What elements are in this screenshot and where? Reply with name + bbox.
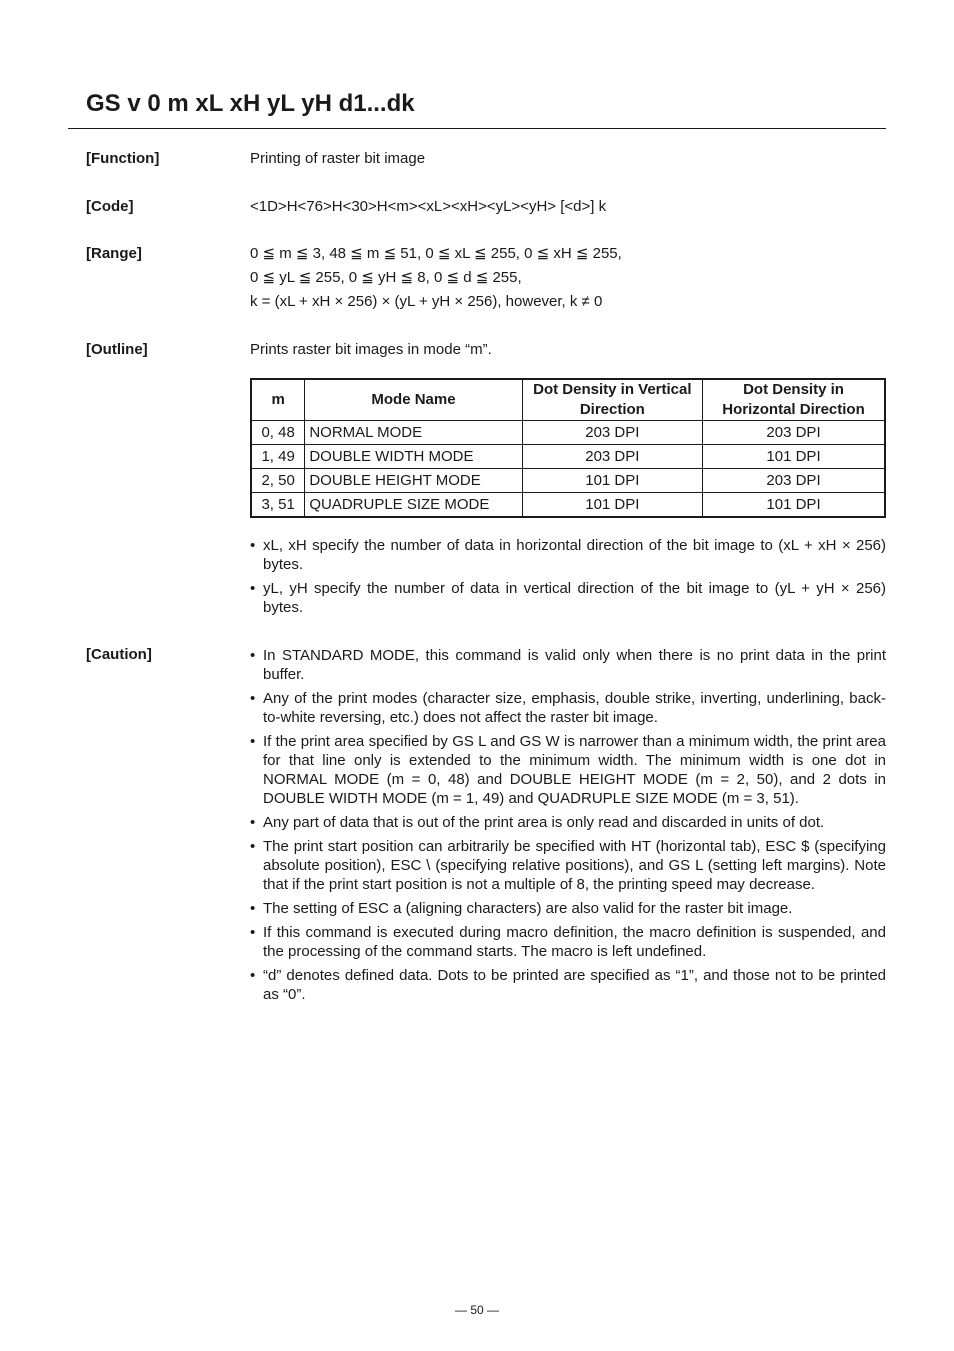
cell-mode-name: NORMAL MODE xyxy=(305,421,522,445)
table-header-row xyxy=(251,379,885,421)
code-text: <1D>H<76>H<30>H<m><xL><xH><yL><yH> [<d>] k xyxy=(250,198,607,215)
bullet-icon: • xyxy=(250,838,256,855)
caution-label: [Caution] xyxy=(86,646,152,663)
header-m: m xyxy=(251,379,305,421)
list-item: • Any of the print modes (character size, emphasis, double strike, inverting, underlining, back-to-white reversing, etc.) does not affect the raster bit image. xyxy=(250,690,886,726)
function-text: Printing of raster bit image xyxy=(250,150,426,167)
page-number: — 50 — xyxy=(454,1303,499,1317)
bullet-icon: • xyxy=(250,647,256,664)
range-line: k = (xL + xH × 256) × (yL + yH × 256), however, k ≠ 0 xyxy=(250,293,603,310)
page-title: GS v 0 m xL xH yL yH d1...dk xyxy=(86,90,415,117)
bullet-icon: • xyxy=(250,967,256,984)
cell-m: 0, 48 xyxy=(251,421,305,445)
bullet-icon: • xyxy=(250,814,256,831)
table-row xyxy=(251,421,885,445)
cell-m: 1, 49 xyxy=(251,445,305,469)
code-label: [Code] xyxy=(86,198,134,215)
bullet-icon: • xyxy=(250,580,256,597)
outline-bullet-list xyxy=(250,536,886,622)
list-item: • If the print area specified by GS L and GS W is narrower than a minimum width, the print area for that line only is extended to the minimum width. The minimum width is one dot in NORMAL MODE (m = 0, 48) and DOUBLE HEIGHT MODE (m = 2, 50), and 2 dots in DOUBLE WIDTH MODE (m = 1, 49) and QUADRUPLE SIZE MODE (m = 3, 51). xyxy=(250,733,886,807)
list-item: • yL, yH specify the number of data in vertical direction of the bit image to (yL + yH × 256) bytes. xyxy=(250,580,886,616)
list-item: • “d” denotes defined data. Dots to be printed are specified as “1”, and those not to be printed as “0”. xyxy=(250,967,886,1003)
bullet-icon: • xyxy=(250,733,256,750)
cell-vertical-density: 203 DPI xyxy=(522,421,702,445)
bullet-icon: • xyxy=(250,900,256,917)
cell-vertical-density: 101 DPI xyxy=(522,469,702,493)
cell-mode-name: QUADRUPLE SIZE MODE xyxy=(305,493,522,518)
mode-table xyxy=(250,378,886,518)
range-line: 0 ≦ m ≦ 3, 48 ≦ m ≦ 51, 0 ≦ xL ≦ 255, 0 ≦ xH ≦ 255, xyxy=(250,245,622,262)
table-row xyxy=(251,493,885,518)
outline-label: [Outline] xyxy=(86,341,148,358)
header-vertical-density: Dot Density in Vertical Direction xyxy=(522,379,702,421)
cell-horizontal-density: 101 DPI xyxy=(703,445,885,469)
header-mode-name: Mode Name xyxy=(305,379,522,421)
cell-m: 2, 50 xyxy=(251,469,305,493)
cell-vertical-density: 101 DPI xyxy=(522,493,702,518)
range-label: [Range] xyxy=(86,245,142,262)
range-text xyxy=(250,242,622,314)
list-item: • In STANDARD MODE, this command is valid only when there is no print data in the print buffer. xyxy=(250,647,886,683)
list-item: • If this command is executed during macro definition, the macro definition is suspended, and the processing of the command starts. The macro is left undefined. xyxy=(250,924,886,960)
cell-horizontal-density: 203 DPI xyxy=(703,421,885,445)
list-item: • xL, xH specify the number of data in horizontal direction of the bit image to (xL + xH × 256) bytes. xyxy=(250,537,886,573)
cell-vertical-density: 203 DPI xyxy=(522,445,702,469)
outline-text: Prints raster bit images in mode “m”. xyxy=(250,341,492,358)
list-item: • Any part of data that is out of the print area is only read and discarded in units of dot. xyxy=(250,814,825,831)
cell-horizontal-density: 203 DPI xyxy=(703,469,885,493)
bullet-icon: • xyxy=(250,690,256,707)
list-item: • The setting of ESC a (aligning characters) are also valid for the raster bit image. xyxy=(250,900,793,917)
list-item: • The print start position can arbitrarily be specified with HT (horizontal tab), ESC $ (specifying absolute position), ESC \ (specifying relative positions), and GS L (setting left margins). Note that if the print start position is not a multiple of 8, the printing speed may decrease. xyxy=(250,838,886,893)
function-label: [Function] xyxy=(86,150,160,167)
caution-bullet-list xyxy=(250,646,886,1009)
cell-mode-name: DOUBLE HEIGHT MODE xyxy=(305,469,522,493)
bullet-icon: • xyxy=(250,924,256,941)
title-divider xyxy=(68,128,886,129)
cell-mode-name: DOUBLE WIDTH MODE xyxy=(305,445,522,469)
header-horizontal-density: Dot Density in Horizontal Direction xyxy=(703,379,885,421)
range-line: 0 ≦ yL ≦ 255, 0 ≦ yH ≦ 8, 0 ≦ d ≦ 255, xyxy=(250,269,522,286)
table-row xyxy=(251,445,885,469)
bullet-icon: • xyxy=(250,537,256,554)
cell-m: 3, 51 xyxy=(251,493,305,518)
cell-horizontal-density: 101 DPI xyxy=(703,493,885,518)
table-row xyxy=(251,469,885,493)
